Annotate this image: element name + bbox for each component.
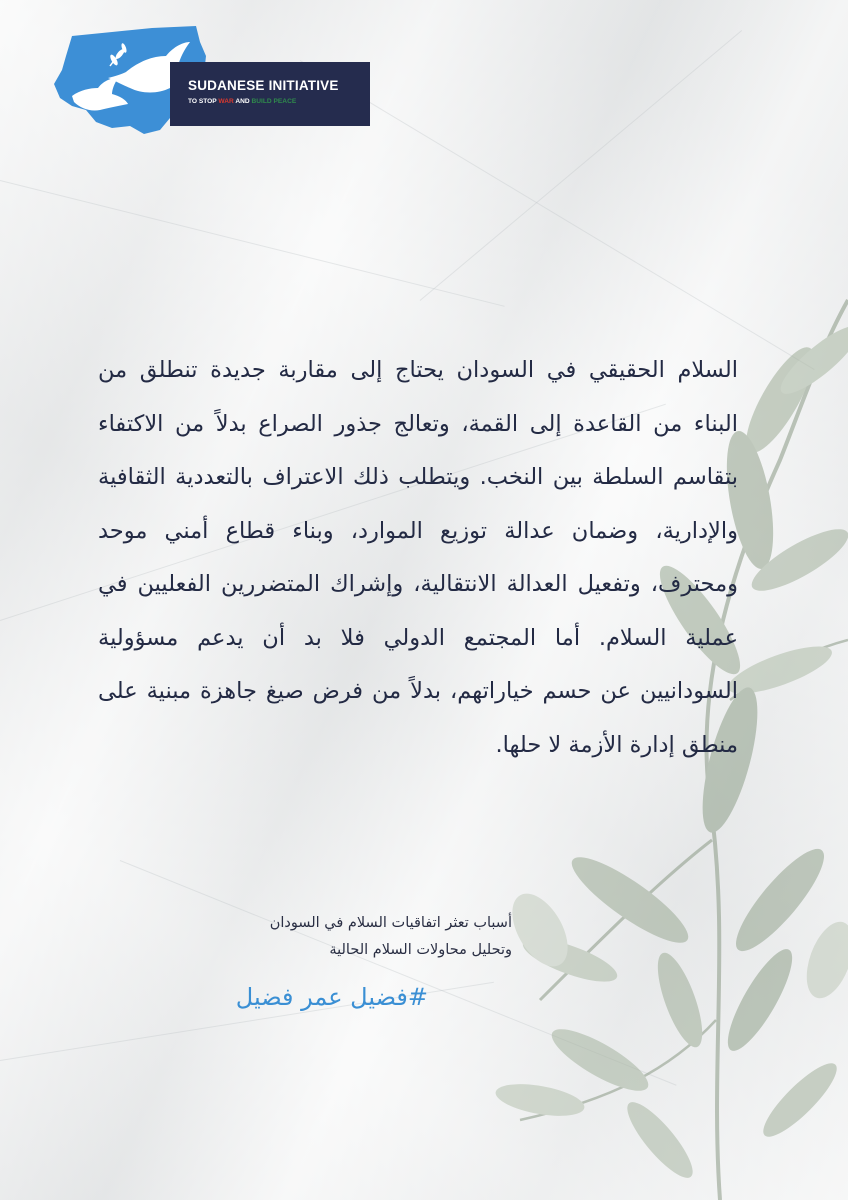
author-hashtag[interactable]: #فضيل عمر فضيل — [235, 983, 428, 1011]
logo-title: SUDANESE INITIATIVE — [188, 78, 339, 93]
organization-logo — [50, 22, 370, 140]
main-paragraph: السلام الحقيقي في السودان يحتاج إلى مقاربة جديدة تنطلق من البناء من القاعدة إلى القمة، وتعالج جذور الصراع بدلاً من الاكتفاء بتقاسم السلطة بين النخب. ويتطلب ذلك الاعتراف بالتعددية الثقافية والإدارية، وضمان عدالة توزيع الموارد، وبناء قطاع أمني موحد ومحترف، وتفعيل العدالة الانتقالية، وإشراك المتضررين الفعليين في عملية السلام. أما المجتمع الدولي فلا بد أن يدعم مسؤولية السودانيين عن حسم خياراتهم، بدلاً من فرض صيغ جاهزة مبنية على منطق إدارة الأزمة لا حلها. — [98, 357, 738, 758]
logo-subtitle — [188, 97, 370, 106]
logo-subtitle-war: WAR — [218, 98, 234, 105]
logo-subtitle-peace: BUILD PEACE — [251, 98, 297, 105]
logo-banner — [170, 62, 370, 126]
caption-line: أسباب تعثر اتفاقيات السلام في السودان — [269, 915, 512, 931]
caption-line: وتحليل محاولات السلام الحالية — [329, 942, 512, 958]
logo-subtitle-part: AND — [233, 98, 252, 105]
source-caption — [212, 910, 512, 964]
paper-crease — [0, 180, 505, 307]
logo-subtitle-part: TO STOP — [188, 98, 219, 105]
